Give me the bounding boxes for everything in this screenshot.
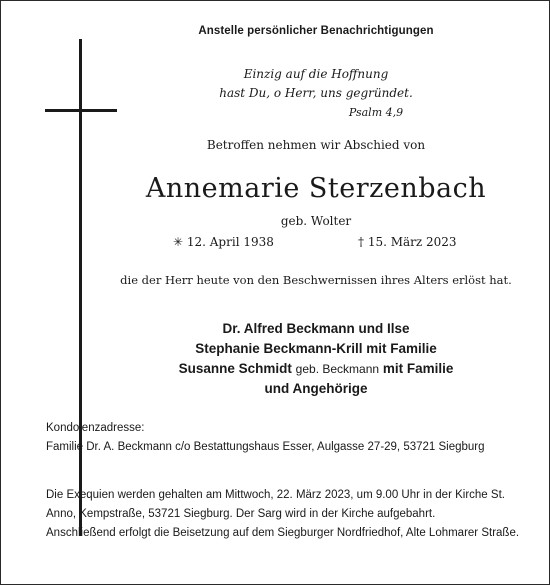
mourner-name: Susanne Schmidt [178,361,292,376]
mourner-birth-name: geb. Beckmann [295,362,380,376]
birth-name: geb. Wolter [280,214,352,228]
cross-icon [79,39,82,536]
birth-date: ✳ 12. April 1938 [173,235,274,249]
quote-line-2: hast Du, o Herr, uns gegründet. [219,86,413,100]
header-line: Anstelle persönlicher Benachrichtigungen [198,25,434,37]
mourner-line-3 [91,359,541,379]
condolence-label: Kondolenzadresse: [46,422,145,434]
exequies-text: Die Exequien werden gehalten am Mittwoch, 22. März 2023, um 9.00 Uhr in der Kirche St. Anno, Kempstraße, 53721 Siegburg. Der Sarg wird in der Kirche aufgebahrt. [46,489,505,520]
memorial-phrase: die der Herr heute von den Beschwernissen ihres Alters erlöst hat. [120,273,512,287]
bible-quote [91,65,541,122]
intro-text: Betroffen nehmen wir Abschied von [206,138,426,152]
quote-reference: Psalm 4,9 [348,106,404,119]
condolence-address-text: Familie Dr. A. Beckmann c/o Bestattungshaus Esser, Aulgasse 27-29, 53721 Siegburg [46,441,485,453]
mourner-line-2: Stephanie Beckmann-Krill mit Familie [195,341,437,356]
burial-text: Anschließend erfolgt die Beisetzung auf dem Siegburger Nordfriedhof, Alte Lohmarer Straße. [46,527,520,539]
mourner-line-1: Dr. Alfred Beckmann und Ilse [222,321,410,336]
mourners-list [91,319,541,399]
mourner-line-4: und Angehörige [264,381,368,396]
condolence-address [46,419,526,457]
death-date: † 15. März 2023 [358,235,457,249]
deceased-name: Annemarie Sterzenbach [145,173,487,204]
mourner-suffix: mit Familie [382,361,454,376]
quote-line-1: Einzig auf die Hoffnung [243,67,389,81]
